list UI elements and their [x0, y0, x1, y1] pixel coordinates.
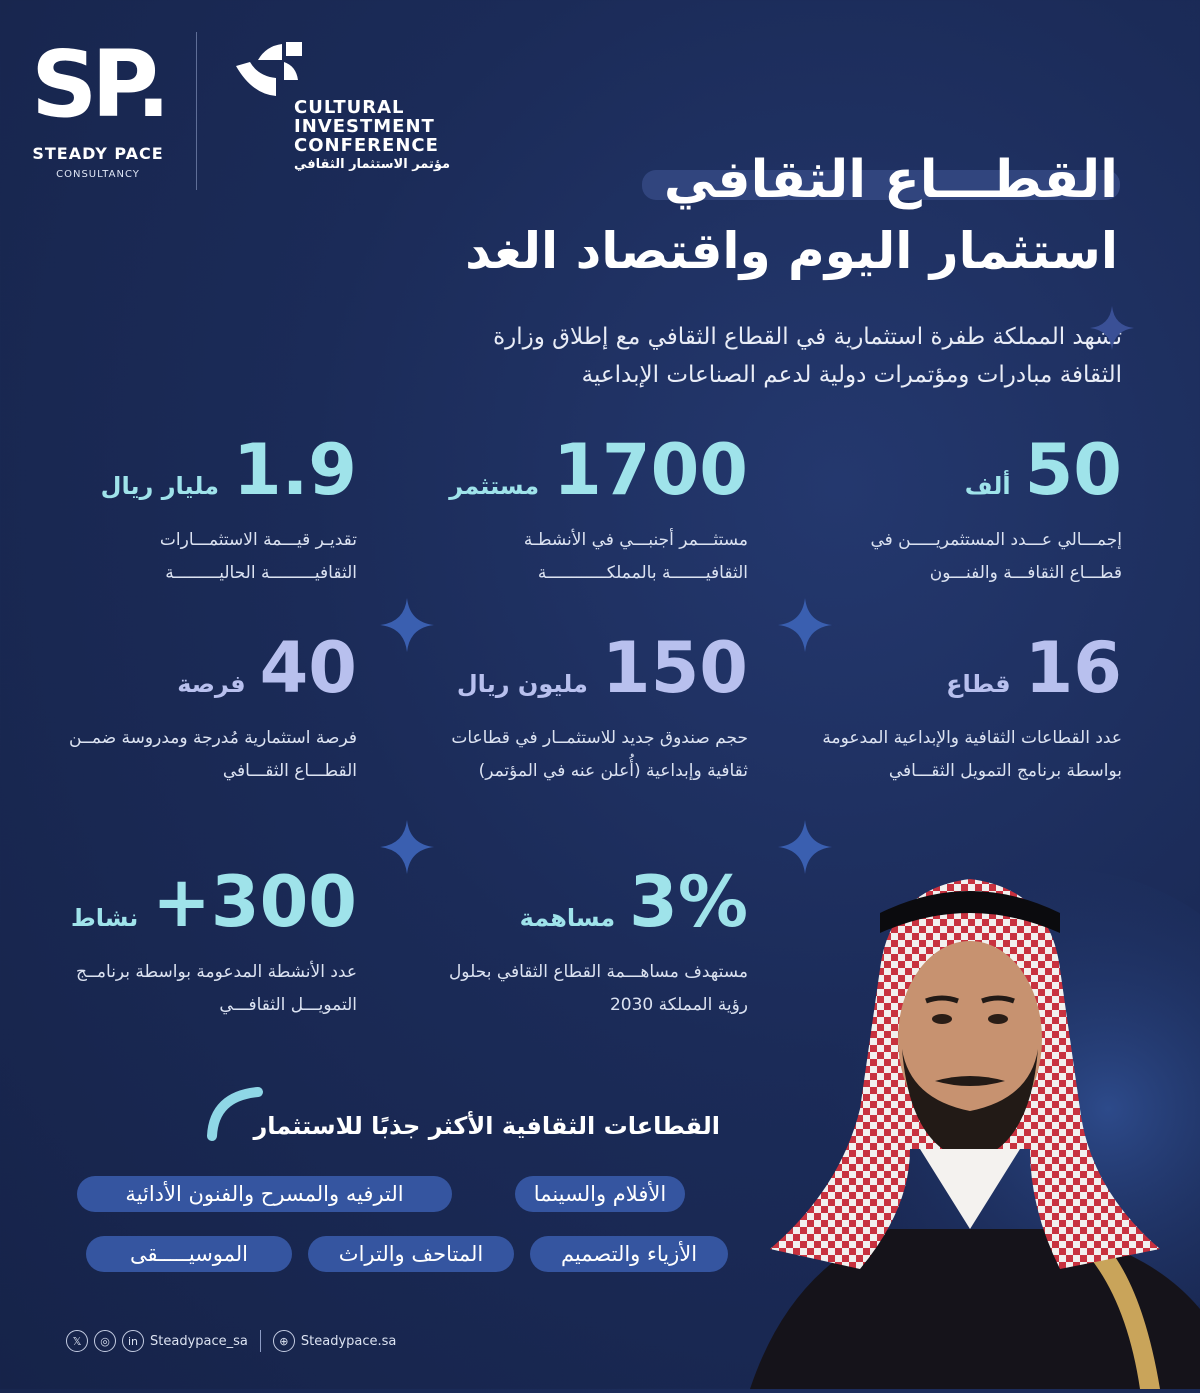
stat-unit: نشاط — [70, 904, 139, 932]
stat-investment-value — [67, 430, 357, 590]
cic-line-1: CULTURAL — [294, 97, 405, 118]
portrait-image — [730, 849, 1200, 1389]
stat-description: فرصة استثمارية مُدرجة ومدروسة ضمــن القطـــاع الثقـــافي — [68, 728, 357, 781]
sector-pill: الترفيه والمسرح والفنون الأدائية — [77, 1176, 452, 1212]
stat-number: 1.9 — [232, 429, 357, 511]
cic-line-2: INVESTMENT — [294, 116, 435, 137]
page-title: القطـــاع الثقافي — [663, 150, 1118, 210]
footer-divider — [260, 1330, 261, 1352]
social-handle[interactable]: Steadypace_sa — [150, 1333, 248, 1349]
sp-logo-mark: SP. — [31, 31, 165, 138]
stat-foreign-investors — [448, 430, 748, 590]
sectors-title: القطاعات الثقافية الأكثر جذبًا للاستثمار — [253, 1112, 720, 1140]
footer — [66, 1330, 396, 1352]
stat-unit: مليون ريال — [456, 670, 588, 698]
stat-unit: مستثمر — [449, 472, 540, 500]
stat-unit: قطاع — [946, 670, 1011, 698]
page-subtitle: استثمار اليوم واقتصاد الغد — [465, 222, 1118, 280]
stat-fund-size — [448, 628, 748, 788]
steady-pace-logo — [28, 30, 168, 180]
sparkle-icon — [380, 820, 434, 874]
stat-investors — [822, 430, 1122, 590]
stat-description: حجم صندوق جديد للاستثمــار في قطاعات ثقافية وإبداعية (أُعلن عنه في المؤتمر) — [451, 728, 748, 781]
stat-unit: فرصة — [177, 670, 246, 698]
stat-number: 3% — [629, 861, 748, 943]
stat-sectors — [822, 628, 1122, 788]
stat-description: تقديـر قيـــمة الاستثمـــارات الثقافيـــــــــة الحاليـــــــــة — [159, 530, 357, 583]
stat-unit: ألف — [964, 472, 1011, 500]
logo-divider — [196, 32, 197, 190]
stat-number: 16 — [1024, 627, 1122, 709]
sparkle-icon — [778, 598, 832, 652]
sp-logo-name: STEADY PACE — [32, 144, 164, 163]
x-icon[interactable]: 𝕏 — [66, 1330, 88, 1352]
stat-number: 40 — [259, 627, 357, 709]
stat-description: إجمـــالي عـــدد المستثمريـــــن في قطـــاع الثقافـــة والفنـــون — [870, 530, 1122, 583]
sector-pill: الأزياء والتصميم — [530, 1236, 728, 1272]
sp-logo-subtitle: CONSULTANCY — [56, 169, 140, 180]
stat-unit: مليار ريال — [100, 472, 219, 500]
cultural-investment-conference-logo — [232, 36, 472, 172]
sector-pill: الموسيـــــقى — [86, 1236, 292, 1272]
stat-description: مستثـــمر أجنبـــي في الأنشطـة الثقافيـــــــة بالمملكــــــــــــة — [523, 530, 748, 583]
sector-pill: المتاحف والتراث — [308, 1236, 514, 1272]
stat-description: مستهدف مساهـــمة القطاع الثقافي بحلول رؤية المملكة 2030 — [448, 962, 748, 1015]
cic-line-3: CONFERENCE — [294, 135, 439, 156]
stat-number: 1700 — [553, 429, 748, 511]
intro-text: تشهد المملكة طفرة استثمارية في القطاع الثقافي مع إطلاق وزارة الثقافة مبادرات ومؤتمرات دولية لدعم الصناعات الإبداعية — [493, 324, 1122, 388]
sparkle-icon — [380, 598, 434, 652]
sector-pill: الأفلام والسينما — [515, 1176, 685, 1212]
stat-description: عدد الأنشطة المدعومة بواسطة برنامــج التمويـــل الثقافـــي — [75, 962, 357, 1015]
globe-icon[interactable]: ⊕ — [273, 1330, 295, 1352]
cic-arabic-name: مؤتمر الاستثمار الثقافي — [294, 157, 451, 172]
sparkle-icon — [1090, 306, 1134, 350]
instagram-icon[interactable]: ◎ — [94, 1330, 116, 1352]
stat-number: 50 — [1024, 429, 1122, 511]
stat-number: +300 — [152, 861, 357, 943]
cic-emblem-icon — [232, 36, 312, 98]
stat-description: عدد القطاعات الثقافية والإبداعية المدعومة بواسطة برنامج التمويل الثقـــافي — [822, 728, 1122, 781]
linkedin-icon[interactable]: in — [122, 1330, 144, 1352]
website-link[interactable]: Steadypace.sa — [300, 1333, 397, 1349]
stat-unit: مساهمة — [519, 904, 616, 932]
stat-opportunities — [67, 628, 357, 788]
stat-number: 150 — [601, 627, 748, 709]
stat-activities — [67, 862, 357, 1022]
stat-contribution — [448, 862, 748, 1022]
